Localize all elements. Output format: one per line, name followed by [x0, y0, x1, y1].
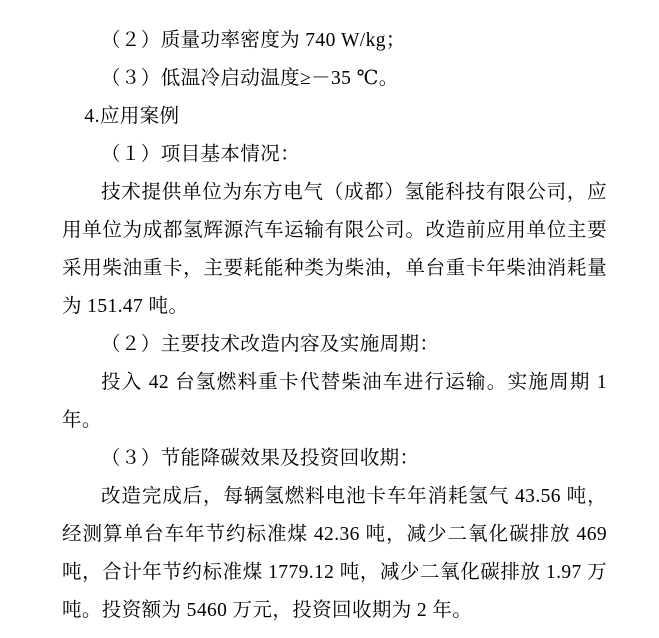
- paragraph: （３）低温冷启动温度≥－35 ℃。: [101, 68, 399, 89]
- paragraph: 技术提供单位为东方电气（成都）氢能科技有限公司，应用单位为成都氢辉源汽车运输有限公司。改造前应用单位主要采用柴油重卡，主要耗能种类为柴油，单台重卡年柴油消耗量为 151.47 吨。: [62, 182, 607, 317]
- section-heading: 4.应用案例: [84, 106, 180, 127]
- paragraph: 改造完成后，每辆氢燃料电池卡车年消耗氢气 43.56 吨，经测算单台车年节约标准煤 42.36 吨，减少二氧化碳排放 469 吨，合计年节约标准煤 1779.12 吨，减少二氧化碳排放 1.97 万吨。投资额为 5460 万元，投资回收期为 2 年。: [62, 486, 613, 621]
- paragraph: （３）节能降碳效果及投资回收期：: [101, 448, 420, 469]
- paragraph: 投入 42 台氢燃料重卡代替柴油车进行运输。实施周期 1 年。: [62, 372, 613, 431]
- paragraph: （２）主要技术改造内容及实施周期：: [101, 334, 440, 355]
- paragraph: （２）质量功率密度为 740 W/kg；: [101, 30, 406, 51]
- paragraph: （１）项目基本情况：: [101, 144, 301, 165]
